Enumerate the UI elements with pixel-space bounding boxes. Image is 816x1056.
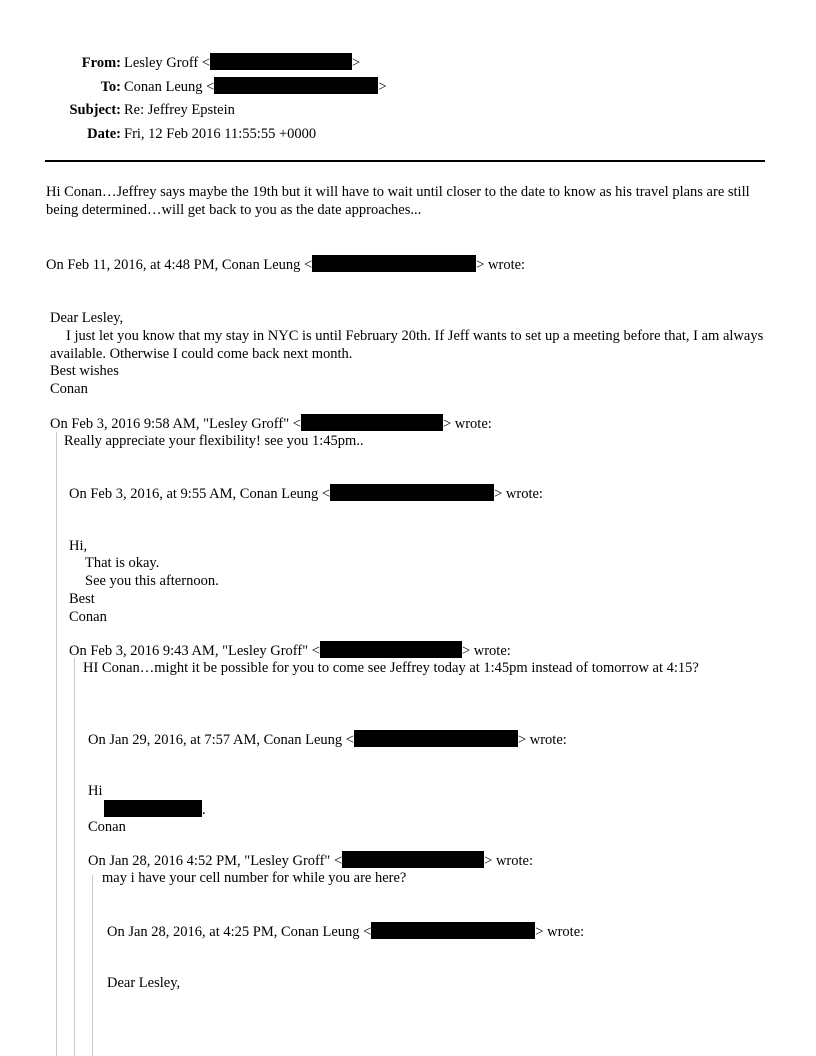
msg1-signature: Conan <box>50 381 88 397</box>
from-row <box>40 53 387 77</box>
to-label: To: <box>100 79 121 95</box>
quote-bar <box>56 432 57 1056</box>
wrote-text: > wrote: <box>535 924 585 940</box>
attribution-text: On Jan 28, 2016 4:52 PM, "Lesley Groff" < <box>88 853 343 869</box>
wrote-text: > wrote: <box>461 643 511 659</box>
attribution-text: On Feb 3, 2016 9:58 AM, "Lesley Groff" < <box>50 416 301 432</box>
msg5-signature: Conan <box>88 819 126 835</box>
date-row <box>40 125 387 149</box>
msg7-greeting: Dear Lesley, <box>107 975 181 991</box>
subject-label: Subject: <box>69 102 121 118</box>
quote-bar <box>74 658 75 1056</box>
quote-attribution <box>50 414 492 433</box>
redaction-block <box>104 800 202 817</box>
attribution-text: On Jan 28, 2016, at 4:25 PM, Conan Leung < <box>107 924 372 940</box>
msg3-line2: See you this afternoon. <box>85 573 219 589</box>
redaction-block <box>312 255 476 272</box>
redaction-block <box>214 77 378 94</box>
quote-attribution <box>88 730 567 749</box>
redaction-block <box>320 641 462 658</box>
quote-bar <box>92 875 93 1056</box>
attribution-text: On Feb 3, 2016, at 9:55 AM, Conan Leung < <box>69 486 331 502</box>
date-value: Fri, 12 Feb 2016 11:55:55 +0000 <box>124 126 317 142</box>
attribution-text: On Feb 11, 2016, at 4:48 PM, Conan Leung < <box>46 257 313 273</box>
quote-attribution <box>107 922 584 941</box>
email-header <box>40 53 387 149</box>
msg1-closing: Best wishes <box>50 363 119 379</box>
date-label: Date: <box>87 126 121 142</box>
quote-attribution <box>88 851 533 870</box>
msg3-closing: Best <box>69 591 95 607</box>
redaction-block <box>210 53 352 70</box>
msg1-greeting: Dear Lesley, <box>50 310 124 326</box>
msg2-text: Really appreciate your flexibility! see you 1:45pm.. <box>64 433 364 449</box>
from-value: Lesley Groff < <box>124 55 211 71</box>
redaction-block <box>371 922 535 939</box>
wrote-text: > wrote: <box>476 257 526 273</box>
quote-attribution <box>69 641 511 660</box>
msg5-redacted-line <box>104 800 206 819</box>
subject-row <box>40 101 387 125</box>
msg3-greeting: Hi, <box>69 538 88 554</box>
close-bracket: > <box>378 79 387 95</box>
redaction-block <box>330 484 494 501</box>
period-text: . <box>202 802 206 818</box>
msg5-greeting: Hi <box>88 783 103 799</box>
msg3-signature: Conan <box>69 609 107 625</box>
from-label: From: <box>81 55 121 71</box>
msg6-text: may i have your cell number for while you are here? <box>102 870 407 886</box>
quote-attribution <box>69 484 543 503</box>
msg3-line1: That is okay. <box>85 555 160 571</box>
wrote-text: > wrote: <box>442 416 492 432</box>
attribution-text: On Jan 29, 2016, at 7:57 AM, Conan Leung < <box>88 732 354 748</box>
msg4-text: HI Conan…might it be possible for you to come see Jeffrey today at 1:45pm instead of tomorrow at 4:15? <box>83 660 699 676</box>
quote-attribution <box>46 255 525 274</box>
subject-value: Re: Jeffrey Epstein <box>124 102 235 118</box>
wrote-text: > wrote: <box>494 486 543 502</box>
msg1-text: I just let you know that my stay in NYC is until February 20th. If Jeff wants to set up a meeting before that, I am always available. Otherwise I could come back next month. <box>50 328 764 362</box>
attribution-text: On Feb 3, 2016 9:43 AM, "Lesley Groff" < <box>69 643 320 659</box>
redaction-block <box>354 730 518 747</box>
reply-text: Hi Conan…Jeffrey says maybe the 19th but it will have to wait until closer to the date to know as his travel plans are still being determined…will get back to you as the date approaches... <box>46 184 750 218</box>
header-divider <box>45 160 765 162</box>
close-bracket: > <box>352 55 361 71</box>
wrote-text: > wrote: <box>484 853 534 869</box>
to-value: Conan Leung < <box>124 79 215 95</box>
redaction-block <box>301 414 443 431</box>
redaction-block <box>342 851 484 868</box>
to-row <box>40 77 387 101</box>
wrote-text: > wrote: <box>517 732 567 748</box>
